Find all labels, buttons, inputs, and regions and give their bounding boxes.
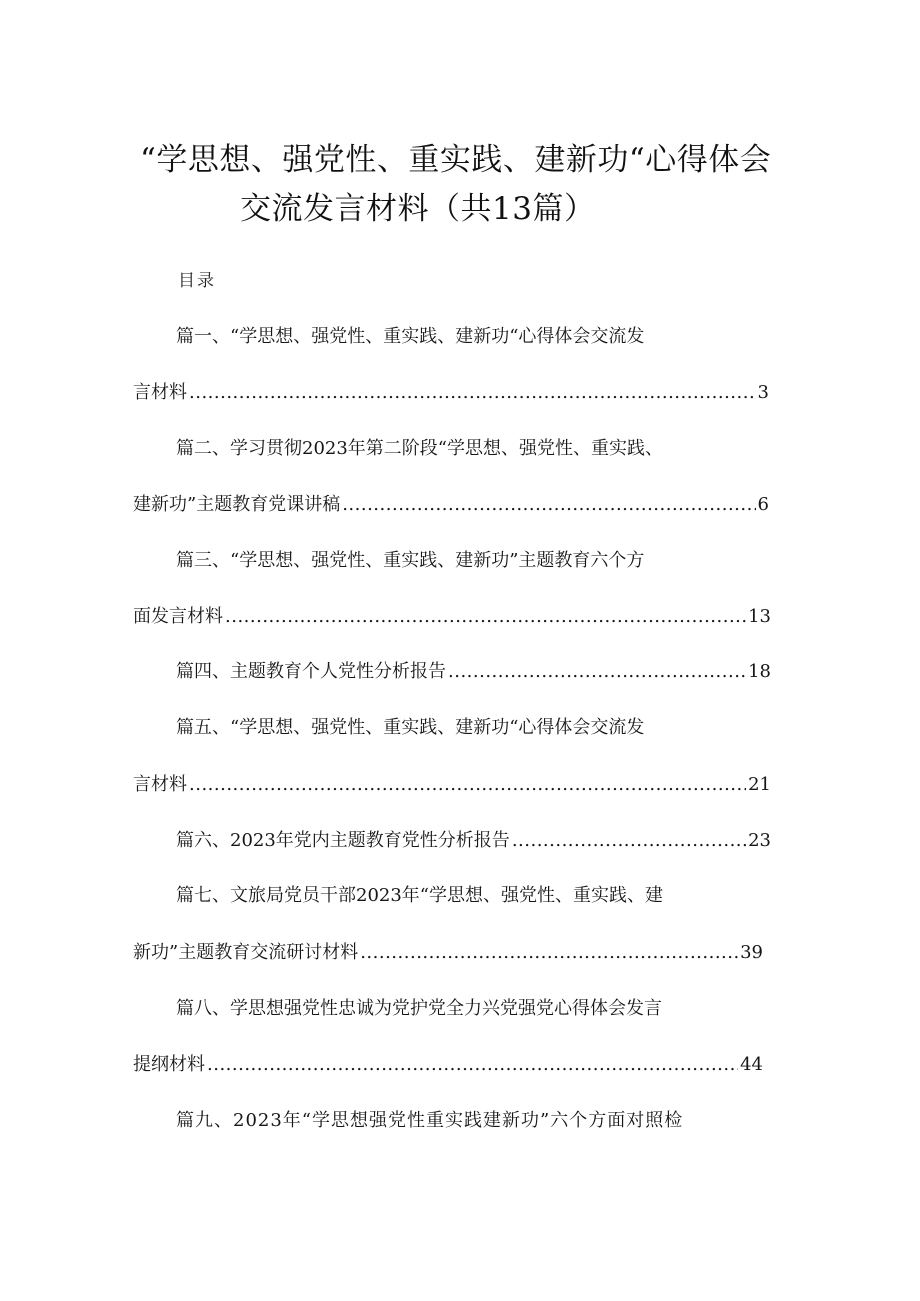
- toc-entry-8-line-2: [133, 1050, 763, 1076]
- toc-leader-dots: [189, 774, 746, 795]
- toc-entry-6-text: 篇六、2023年党内主题教育党性分析报告: [176, 830, 510, 851]
- toc-entry-4-text: 篇四、主题教育个人党性分析报告: [176, 661, 446, 682]
- toc-entry-8-line-1: 篇八、学思想强党性忠诚为党护党全力兴党强党心得体会发言: [176, 998, 662, 1019]
- toc-entry-8-page: 44: [740, 1054, 763, 1075]
- toc-heading: 目录: [178, 271, 216, 291]
- toc-entry-7-line-1: 篇七、文旅局党员干部2023年“学思想、强党性、重实践、建: [176, 885, 664, 906]
- toc-leader-dots: [225, 606, 746, 627]
- toc-leader-dots: [512, 830, 746, 851]
- toc-entry-4-page: 18: [748, 661, 771, 682]
- toc-entry-3-text: 面发言材料: [133, 606, 223, 627]
- toc-entry-3-page: 13: [748, 606, 771, 627]
- toc-entry-6: [176, 826, 771, 852]
- toc-entry-2-text: 建新功”主题教育党课讲稿: [133, 494, 341, 515]
- toc-entry-5-page: 21: [748, 774, 771, 795]
- toc-entry-1-text: 言材料: [133, 382, 187, 403]
- toc-entry-5-text: 言材料: [133, 774, 187, 795]
- toc-entry-6-page: 23: [748, 830, 771, 851]
- toc-entry-7-text: 新功”主题教育交流研讨材料: [133, 942, 359, 963]
- toc-entry-3-line-1: 篇三、“学思想、强党性、重实践、建新功”主题教育六个方: [176, 550, 645, 571]
- toc-entry-9-line-1: 篇九、2023年“学思想强党性重实践建新功”六个方面对照检: [176, 1110, 684, 1131]
- toc-entry-1-line-1: 篇一、“学思想、强党性、重实践、建新功“心得体会交流发: [176, 326, 645, 347]
- toc-leader-dots: [448, 661, 746, 682]
- document-title-line-2: 交流发言材料（共13篇）: [240, 191, 596, 227]
- toc-leader-dots: [342, 494, 755, 515]
- toc-entry-8-text: 提纲材料: [133, 1054, 205, 1075]
- toc-entry-5-line-2: [133, 770, 771, 796]
- document-title-line-1: “学思想、强党性、重实践、建新功“心得体会: [140, 142, 772, 178]
- toc-entry-5-line-1: 篇五、“学思想、强党性、重实践、建新功“心得体会交流发: [176, 717, 645, 738]
- toc-entry-1-page: 3: [757, 382, 769, 403]
- toc-entry-2-line-2: [133, 490, 769, 516]
- toc-entry-2-line-1: 篇二、学习贯彻2023年第二阶段“学思想、强党性、重实践、: [176, 438, 664, 459]
- toc-entry-7-page: 39: [740, 942, 763, 963]
- toc-entry-7-line-2: [133, 938, 763, 964]
- toc-leader-dots: [207, 1054, 738, 1075]
- toc-entry-1-line-2: [133, 378, 769, 404]
- toc-leader-dots: [189, 382, 756, 403]
- toc-entry-4: [176, 657, 771, 683]
- toc-entry-2-page: 6: [757, 494, 769, 515]
- toc-entry-3-line-2: [133, 602, 771, 628]
- toc-leader-dots: [360, 942, 738, 963]
